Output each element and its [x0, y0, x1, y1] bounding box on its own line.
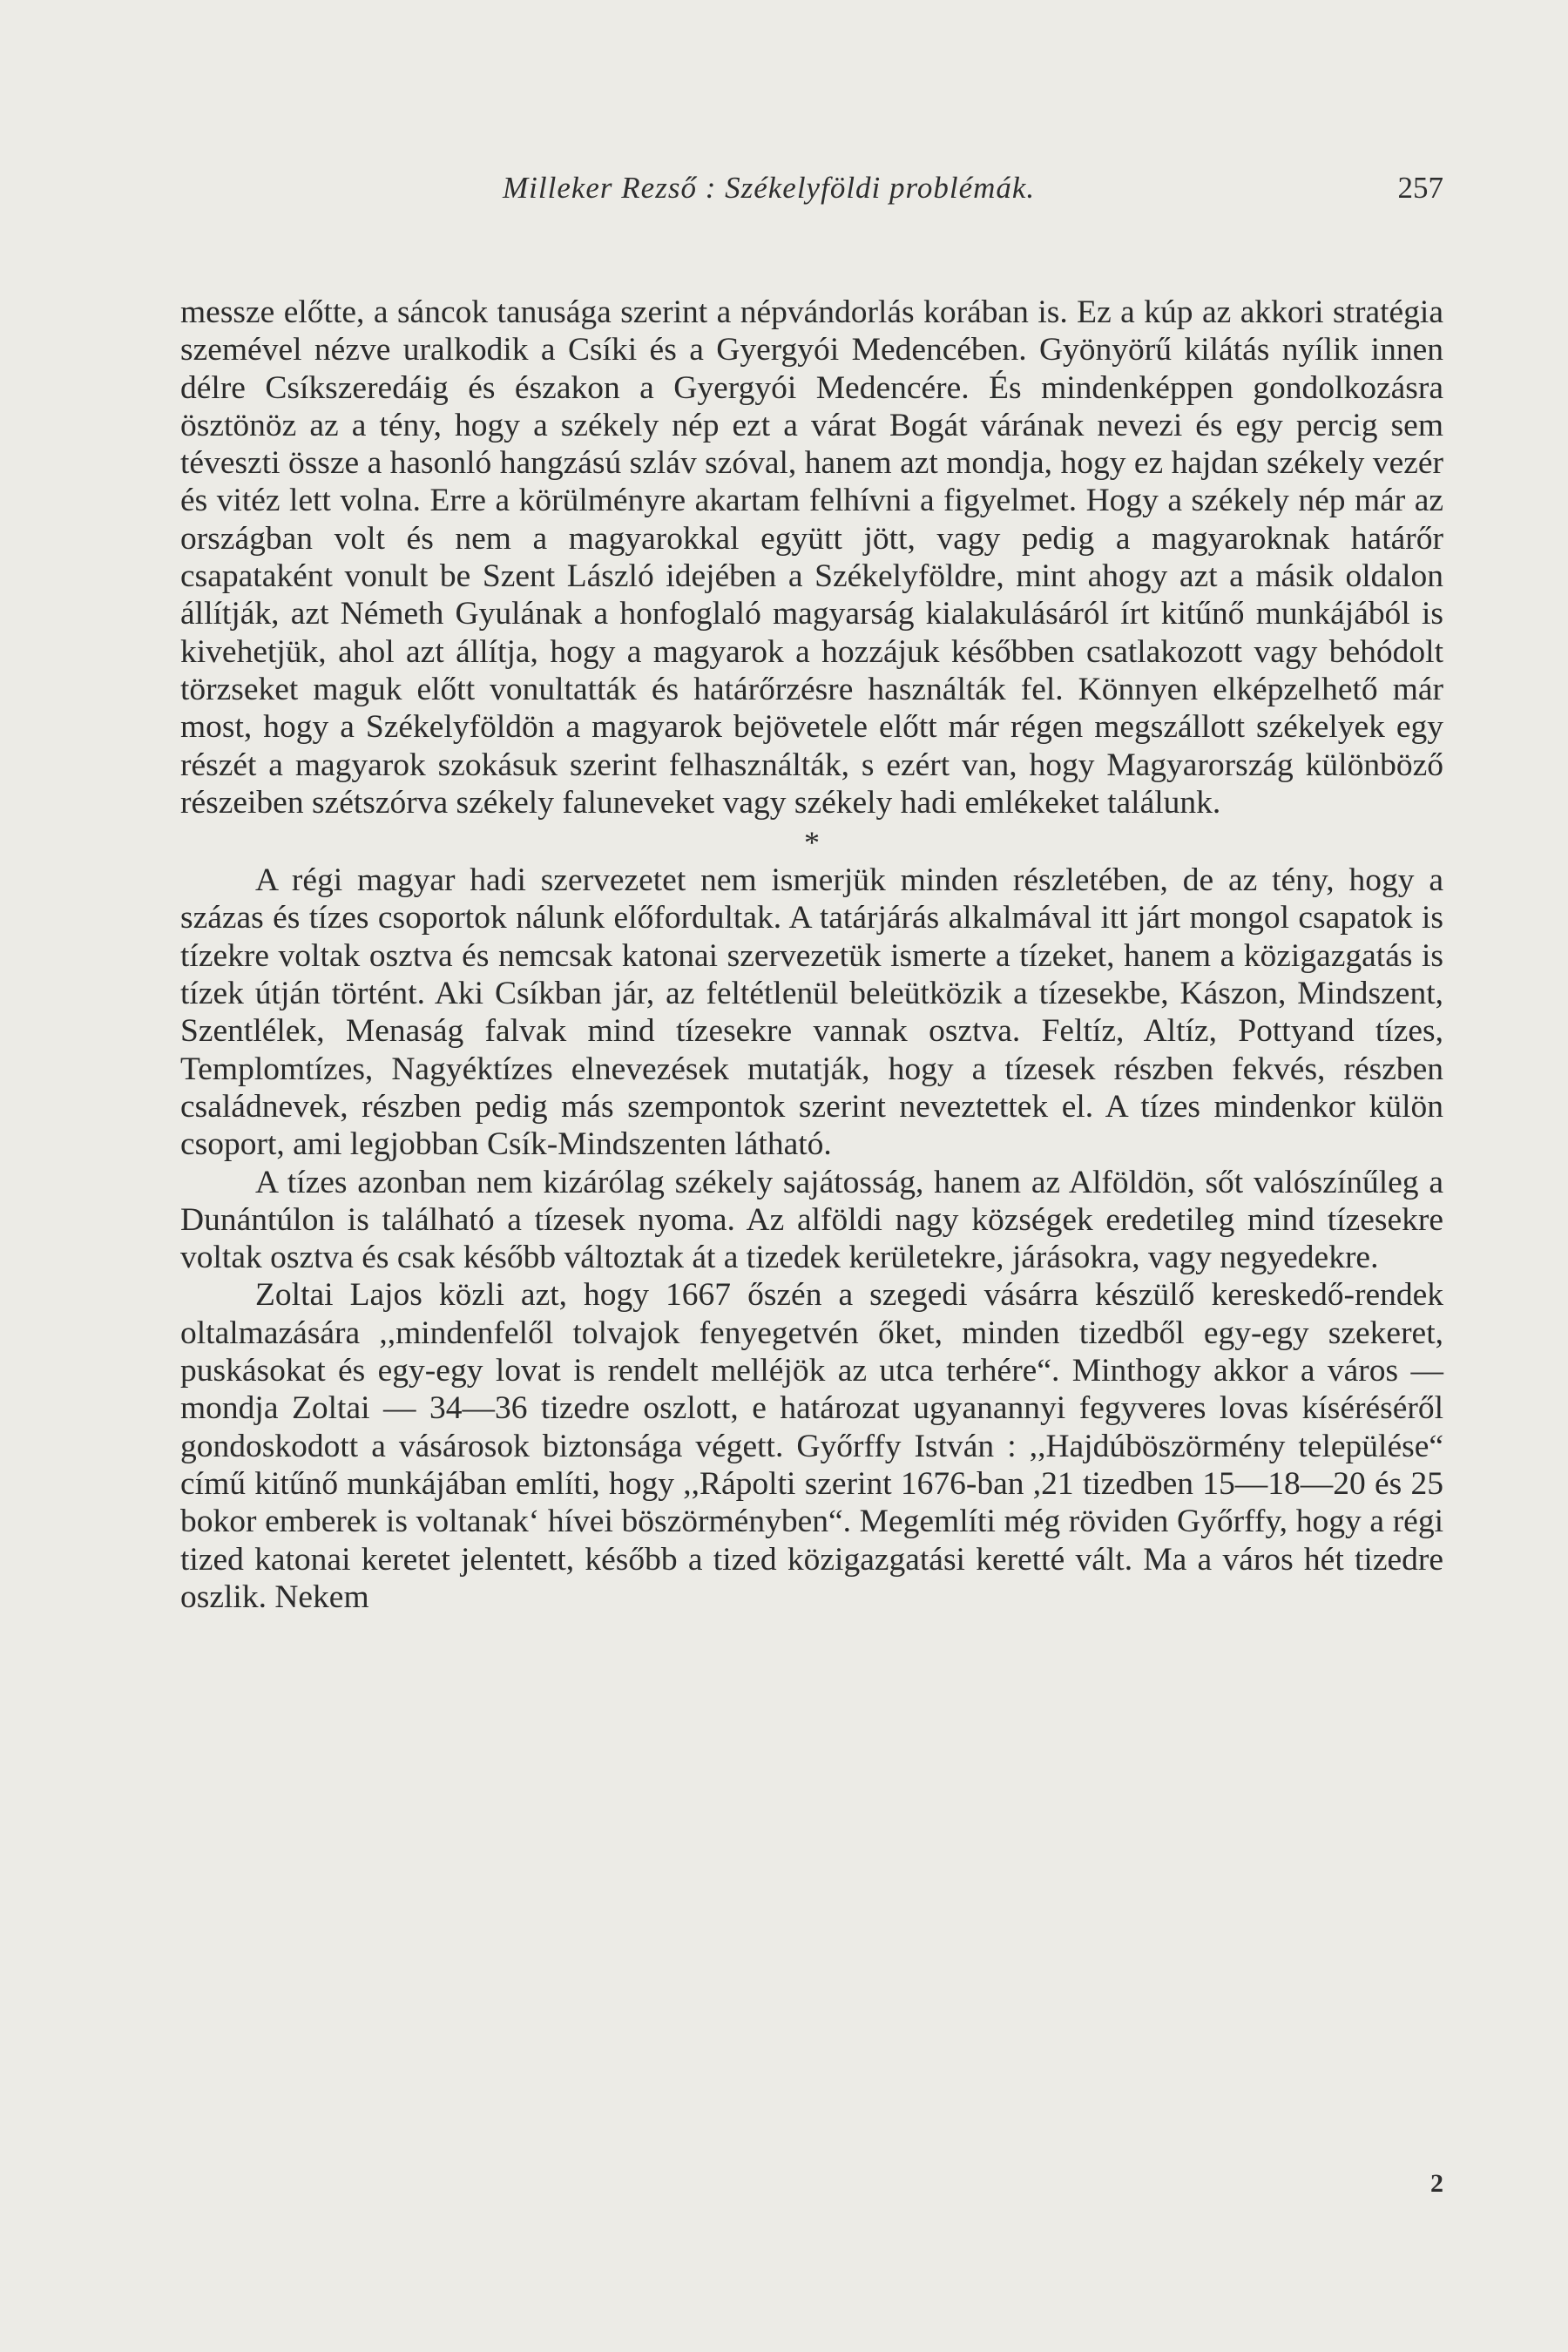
section-separator: * — [804, 825, 820, 861]
paragraph-3: A tízes azonban nem kizárólag székely sajátosság, hanem az Alföldön, sőt valószínűleg a Dunántúlon is található a tízesek nyoma. Az alföldi nagy községek eredetileg mind tízesekre voltak osztva és csak később változtak át a tizedek kerületekre, járásokra, vagy negyedekre. — [180, 1164, 1443, 1276]
paragraph-2: A régi magyar hadi szervezetet nem ismerjük minden részletében, de az tény, hogy a százas és tízes csoportok nálunk előfordultak. A tatárjárás alkalmával itt járt mongol csapatok is tízekre voltak osztva és nemcsak katonai szervezetük ismerte a tízeket, hanem a közigazgatás is tízek útján történt. Aki Csíkban jár, az feltétlenül beleütközik a tízesekbe, Kászon, Mindszent, Szentlélek, Menaság falvak mind tízesekre vannak osztva. Feltíz, Altíz, Pottyand tízes, Templomtízes, Nagyéktízes elnevezések mutatják, hogy a tízesek részben fekvés, részben családnevek, részben pedig más szempontok szerint neveztettek el. A tízes mindenkor külön csoport, ami legjobban Csík-Mindszenten látható. — [180, 862, 1443, 1163]
page-header — [180, 171, 1443, 214]
paragraph-1: messze előtte, a sáncok tanusága szerint a népvándorlás korában is. Ez a kúp az akkori stratégia szemével nézve uralkodik a Csíki és a Gyergyói Medencében. Gyönyörű kilátás nyílik innen délre Csíkszeredáig és északon a Gyergyói Medencére. És mindenképpen gondolkozásra ösztönöz az a tény, hogy a székely nép ezt a várat Bogát várának nevezi és egy percig sem téveszti össze a hasonló hangzású szláv szóval, hanem azt mondja, hogy ez hajdan székely vezér és vitéz lett volna. Erre a körülményre akartam felhívni a figyelmet. Hogy a székely nép már az országban volt és nem a magyarokkal együtt jött, vagy pedig a magyaroknak határőr csapataként vonult be Szent László idejében a Székelyföldre, mint ahogy azt a másik oldalon állítják, azt Németh Gyulának a honfoglaló magyarság kialakulásáról írt kitűnő munkájából is kivehetjük, ahol azt állítja, hogy a magyarok a hozzájuk későbben csatlakozott vagy behódolt törzseket maguk előtt vonultatták és határőrzésre használták fel. Könnyen elképzelhető már most, hogy a Székelyföldön a magyarok bejövetele előtt már régen megszállott székelyek egy részét a magyarok szokásuk szerint felhasználták, s ezért van, hogy Magyarország különböző részeiben szétszórva székely faluneveket vagy székely hadi emlékeket találunk. — [180, 294, 1443, 821]
running-title: Milleker Rezső : Székelyföldi problémák. — [503, 171, 1036, 205]
body-text — [180, 294, 1443, 1616]
printer-signature-mark: 2 — [1430, 2169, 1443, 2198]
paragraph-4: Zoltai Lajos közli azt, hogy 1667 őszén a szegedi vásárra készülő kereskedő-rendek oltalmazására ,,mindenfelől tolvajok fenyegetvén őket, minden tizedből egy-egy szekeret, puskásokat és egy-egy lovat is rendelt melléjök az utca terhére“. Minthogy akkor a város — mondja Zoltai — 34—36 tizedre oszlott, e határozat ugyanannyi fegyveres lovas kíséréséről gondoskodott a vásárosok biztonsága végett. Győrffy István : ,,Hajdúböszörmény települése“ című kitűnő munkájában említi, hogy ,,Rápolti szerint 1676-ban ,21 tizedben 15—18—20 és 25 bokor emberek is voltanak‘ hívei böszörményben“. Megemlíti még röviden Győrffy, hogy a régi tized katonai keretet jelentett, később a tized közigazgatási keretté vált. Ma a város hét tizedre oszlik. Nekem — [180, 1277, 1443, 1615]
page-number: 257 — [1397, 171, 1443, 205]
